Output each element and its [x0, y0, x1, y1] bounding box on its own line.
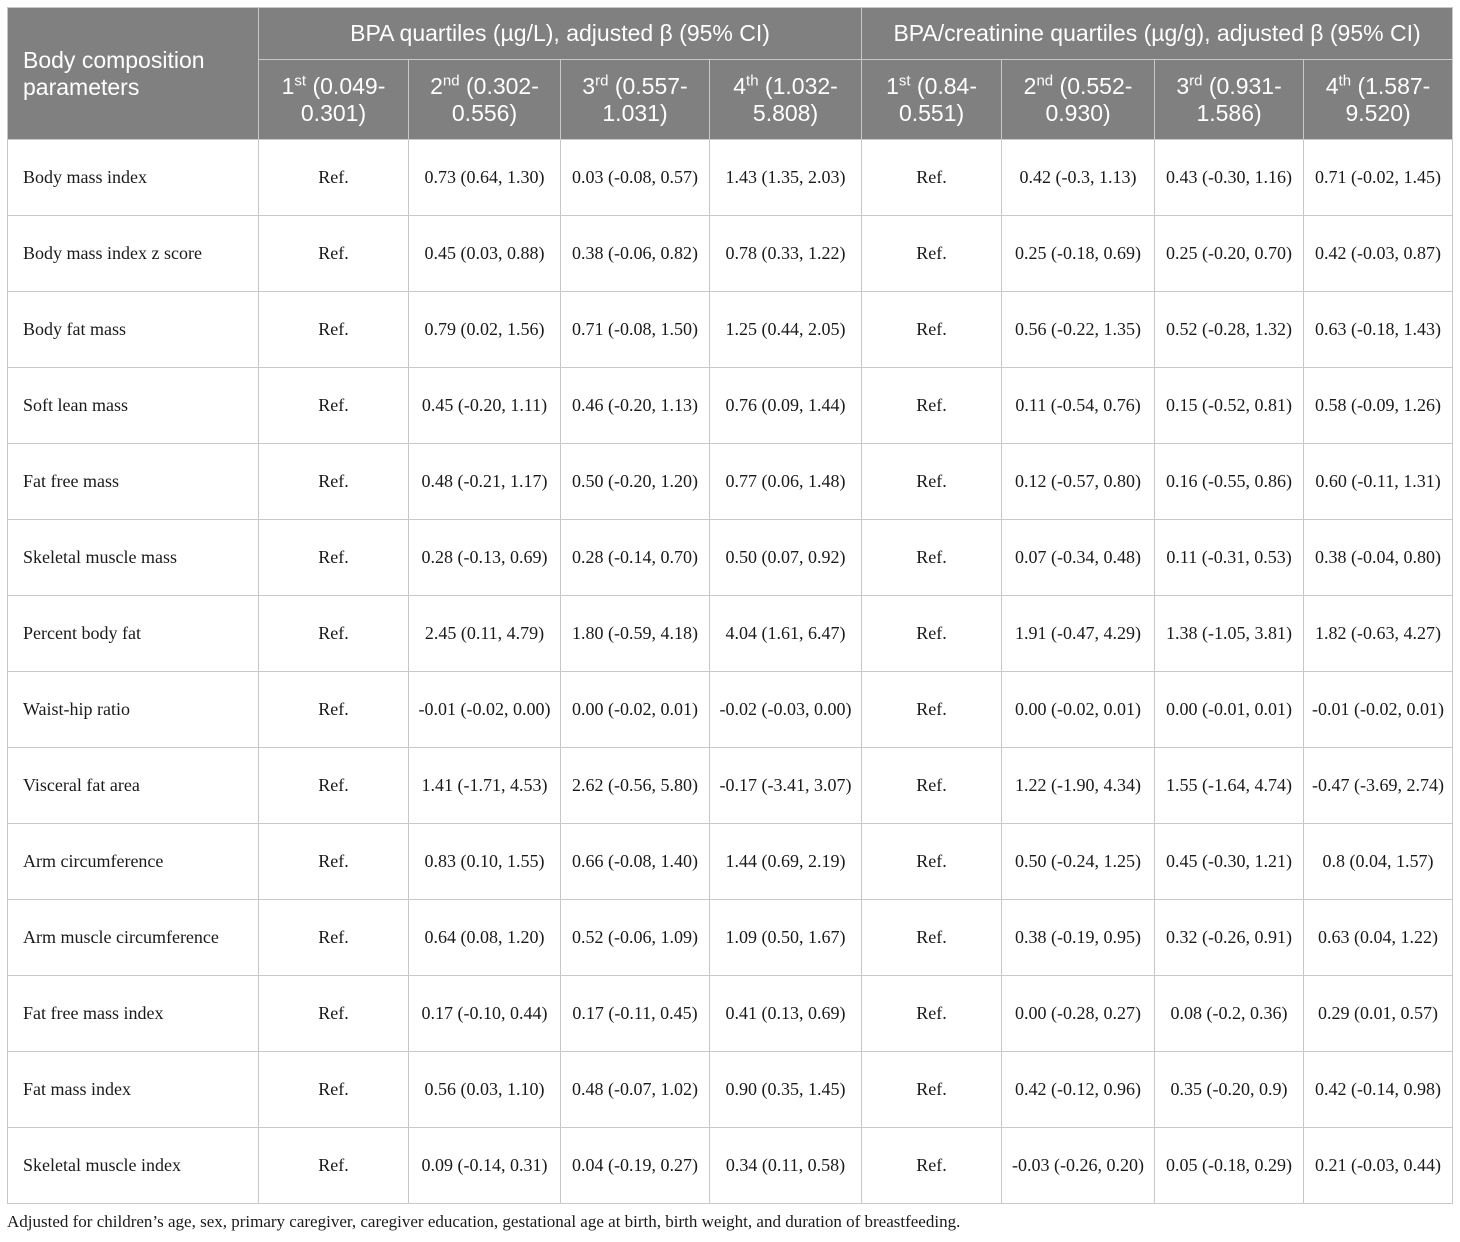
table-row: [8, 976, 1453, 1052]
value-cell: 0.42 (-0.03, 0.87): [1304, 216, 1453, 292]
value-cell: Ref.: [259, 1128, 409, 1204]
table-row: [8, 1052, 1453, 1128]
parameter-cell: Body mass index: [8, 140, 259, 216]
value-cell: -0.01 (-0.02, 0.00): [409, 672, 561, 748]
value-cell: Ref.: [259, 1052, 409, 1128]
parameter-cell: Body fat mass: [8, 292, 259, 368]
value-cell: 0.25 (-0.18, 0.69): [1002, 216, 1155, 292]
value-cell: 0.38 (-0.06, 0.82): [561, 216, 710, 292]
value-cell: 1.43 (1.35, 2.03): [710, 140, 862, 216]
value-cell: 0.00 (-0.02, 0.01): [561, 672, 710, 748]
value-cell: 0.79 (0.02, 1.56): [409, 292, 561, 368]
value-cell: 0.38 (-0.19, 0.95): [1002, 900, 1155, 976]
value-cell: 0.09 (-0.14, 0.31): [409, 1128, 561, 1204]
quartile-header: 2nd (0.552-0.930): [1002, 60, 1155, 140]
value-cell: Ref.: [862, 444, 1002, 520]
value-cell: 0.50 (-0.24, 1.25): [1002, 824, 1155, 900]
value-cell: 0.11 (-0.31, 0.53): [1155, 520, 1304, 596]
value-cell: 1.41 (-1.71, 4.53): [409, 748, 561, 824]
value-cell: 0.28 (-0.13, 0.69): [409, 520, 561, 596]
value-cell: Ref.: [259, 672, 409, 748]
value-cell: -0.02 (-0.03, 0.00): [710, 672, 862, 748]
value-cell: Ref.: [862, 824, 1002, 900]
value-cell: 0.56 (0.03, 1.10): [409, 1052, 561, 1128]
table-row: [8, 596, 1453, 672]
value-cell: 1.55 (-1.64, 4.74): [1155, 748, 1304, 824]
value-cell: 0.00 (-0.02, 0.01): [1002, 672, 1155, 748]
table-row: [8, 444, 1453, 520]
value-cell: 0.52 (-0.06, 1.09): [561, 900, 710, 976]
group-header-bpa: BPA quartiles (µg/L), adjusted β (95% CI): [259, 8, 862, 60]
value-cell: 0.28 (-0.14, 0.70): [561, 520, 710, 596]
value-cell: Ref.: [259, 520, 409, 596]
value-cell: -0.17 (-3.41, 3.07): [710, 748, 862, 824]
value-cell: 0.21 (-0.03, 0.44): [1304, 1128, 1453, 1204]
value-cell: 0.50 (0.07, 0.92): [710, 520, 862, 596]
value-cell: 1.22 (-1.90, 4.34): [1002, 748, 1155, 824]
value-cell: 0.42 (-0.12, 0.96): [1002, 1052, 1155, 1128]
value-cell: 0.32 (-0.26, 0.91): [1155, 900, 1304, 976]
value-cell: 0.52 (-0.28, 1.32): [1155, 292, 1304, 368]
table-row: [8, 216, 1453, 292]
value-cell: 1.25 (0.44, 2.05): [710, 292, 862, 368]
value-cell: 0.35 (-0.20, 0.9): [1155, 1052, 1304, 1128]
quartile-header: 2nd (0.302-0.556): [409, 60, 561, 140]
value-cell: 0.11 (-0.54, 0.76): [1002, 368, 1155, 444]
parameter-cell: Fat free mass index: [8, 976, 259, 1052]
value-cell: Ref.: [259, 976, 409, 1052]
value-cell: Ref.: [259, 748, 409, 824]
value-cell: 0.29 (0.01, 0.57): [1304, 976, 1453, 1052]
value-cell: 0.43 (-0.30, 1.16): [1155, 140, 1304, 216]
table-footnote: Adjusted for children’s age, sex, primary caregiver, caregiver education, gestational age at birth, birth weight, and duration of breastfeeding.: [7, 1212, 961, 1231]
value-cell: 0.03 (-0.08, 0.57): [561, 140, 710, 216]
value-cell: 0.8 (0.04, 1.57): [1304, 824, 1453, 900]
value-cell: 0.66 (-0.08, 1.40): [561, 824, 710, 900]
table-row: [8, 748, 1453, 824]
value-cell: 2.45 (0.11, 4.79): [409, 596, 561, 672]
parameter-cell: Arm circumference: [8, 824, 259, 900]
value-cell: 0.64 (0.08, 1.20): [409, 900, 561, 976]
table-row: [8, 140, 1453, 216]
value-cell: 0.73 (0.64, 1.30): [409, 140, 561, 216]
quartile-header: 4th (1.032-5.808): [710, 60, 862, 140]
value-cell: 1.80 (-0.59, 4.18): [561, 596, 710, 672]
value-cell: 1.38 (-1.05, 3.81): [1155, 596, 1304, 672]
value-cell: 0.17 (-0.10, 0.44): [409, 976, 561, 1052]
table-row: [8, 520, 1453, 596]
value-cell: 0.71 (-0.02, 1.45): [1304, 140, 1453, 216]
header-row-groups: [8, 8, 1453, 60]
parameter-cell: Fat mass index: [8, 1052, 259, 1128]
value-cell: Ref.: [862, 748, 1002, 824]
value-cell: 0.25 (-0.20, 0.70): [1155, 216, 1304, 292]
value-cell: 0.45 (0.03, 0.88): [409, 216, 561, 292]
value-cell: 0.17 (-0.11, 0.45): [561, 976, 710, 1052]
value-cell: 0.76 (0.09, 1.44): [710, 368, 862, 444]
value-cell: Ref.: [259, 824, 409, 900]
parameter-cell: Waist-hip ratio: [8, 672, 259, 748]
value-cell: 1.09 (0.50, 1.67): [710, 900, 862, 976]
table-row: [8, 672, 1453, 748]
quartile-header: 4th (1.587-9.520): [1304, 60, 1453, 140]
value-cell: 1.91 (-0.47, 4.29): [1002, 596, 1155, 672]
quartile-header: 1st (0.84-0.551): [862, 60, 1002, 140]
value-cell: 0.58 (-0.09, 1.26): [1304, 368, 1453, 444]
value-cell: 1.44 (0.69, 2.19): [710, 824, 862, 900]
value-cell: -0.03 (-0.26, 0.20): [1002, 1128, 1155, 1204]
value-cell: 0.07 (-0.34, 0.48): [1002, 520, 1155, 596]
value-cell: 0.50 (-0.20, 1.20): [561, 444, 710, 520]
value-cell: Ref.: [862, 1128, 1002, 1204]
value-cell: 0.45 (-0.20, 1.11): [409, 368, 561, 444]
value-cell: 0.46 (-0.20, 1.13): [561, 368, 710, 444]
value-cell: 0.00 (-0.01, 0.01): [1155, 672, 1304, 748]
value-cell: 0.12 (-0.57, 0.80): [1002, 444, 1155, 520]
table-row: [8, 1128, 1453, 1204]
value-cell: 0.41 (0.13, 0.69): [710, 976, 862, 1052]
value-cell: Ref.: [862, 900, 1002, 976]
value-cell: 0.34 (0.11, 0.58): [710, 1128, 862, 1204]
quartile-header: 3rd (0.557-1.031): [561, 60, 710, 140]
value-cell: Ref.: [259, 368, 409, 444]
value-cell: Ref.: [862, 368, 1002, 444]
value-cell: 0.15 (-0.52, 0.81): [1155, 368, 1304, 444]
value-cell: Ref.: [862, 1052, 1002, 1128]
value-cell: Ref.: [259, 900, 409, 976]
parameter-cell: Skeletal muscle mass: [8, 520, 259, 596]
parameter-cell: Visceral fat area: [8, 748, 259, 824]
value-cell: 0.16 (-0.55, 0.86): [1155, 444, 1304, 520]
parameter-cell: Arm muscle circumference: [8, 900, 259, 976]
value-cell: Ref.: [862, 596, 1002, 672]
value-cell: 0.08 (-0.2, 0.36): [1155, 976, 1304, 1052]
value-cell: Ref.: [259, 216, 409, 292]
value-cell: 0.42 (-0.14, 0.98): [1304, 1052, 1453, 1128]
value-cell: Ref.: [259, 596, 409, 672]
value-cell: 0.48 (-0.07, 1.02): [561, 1052, 710, 1128]
quartile-header: 3rd (0.931-1.586): [1155, 60, 1304, 140]
value-cell: 2.62 (-0.56, 5.80): [561, 748, 710, 824]
row-header: Body composition parameters: [8, 8, 259, 140]
value-cell: 0.60 (-0.11, 1.31): [1304, 444, 1453, 520]
table-row: [8, 824, 1453, 900]
value-cell: 0.63 (-0.18, 1.43): [1304, 292, 1453, 368]
value-cell: Ref.: [259, 292, 409, 368]
value-cell: 0.42 (-0.3, 1.13): [1002, 140, 1155, 216]
value-cell: 0.48 (-0.21, 1.17): [409, 444, 561, 520]
parameter-cell: Soft lean mass: [8, 368, 259, 444]
value-cell: Ref.: [862, 672, 1002, 748]
value-cell: Ref.: [259, 444, 409, 520]
value-cell: Ref.: [862, 520, 1002, 596]
value-cell: 0.56 (-0.22, 1.35): [1002, 292, 1155, 368]
parameter-cell: Fat free mass: [8, 444, 259, 520]
value-cell: Ref.: [862, 976, 1002, 1052]
value-cell: 0.83 (0.10, 1.55): [409, 824, 561, 900]
value-cell: 0.45 (-0.30, 1.21): [1155, 824, 1304, 900]
value-cell: 0.63 (0.04, 1.22): [1304, 900, 1453, 976]
table-row: [8, 900, 1453, 976]
value-cell: 0.04 (-0.19, 0.27): [561, 1128, 710, 1204]
quartile-header: 1st (0.049-0.301): [259, 60, 409, 140]
value-cell: 0.90 (0.35, 1.45): [710, 1052, 862, 1128]
value-cell: 0.38 (-0.04, 0.80): [1304, 520, 1453, 596]
parameter-cell: Percent body fat: [8, 596, 259, 672]
value-cell: 4.04 (1.61, 6.47): [710, 596, 862, 672]
value-cell: 0.71 (-0.08, 1.50): [561, 292, 710, 368]
parameter-cell: Skeletal muscle index: [8, 1128, 259, 1204]
value-cell: 0.77 (0.06, 1.48): [710, 444, 862, 520]
results-table: [7, 7, 1453, 1204]
value-cell: Ref.: [862, 216, 1002, 292]
table-row: [8, 368, 1453, 444]
value-cell: -0.47 (-3.69, 2.74): [1304, 748, 1453, 824]
group-header-bpa-creatinine: BPA/creatinine quartiles (µg/g), adjusted β (95% CI): [862, 8, 1453, 60]
value-cell: Ref.: [862, 292, 1002, 368]
value-cell: 0.00 (-0.28, 0.27): [1002, 976, 1155, 1052]
value-cell: -0.01 (-0.02, 0.01): [1304, 672, 1453, 748]
parameter-cell: Body mass index z score: [8, 216, 259, 292]
table-row: [8, 292, 1453, 368]
value-cell: 0.78 (0.33, 1.22): [710, 216, 862, 292]
value-cell: 0.05 (-0.18, 0.29): [1155, 1128, 1304, 1204]
value-cell: Ref.: [862, 140, 1002, 216]
value-cell: Ref.: [259, 140, 409, 216]
value-cell: 1.82 (-0.63, 4.27): [1304, 596, 1453, 672]
